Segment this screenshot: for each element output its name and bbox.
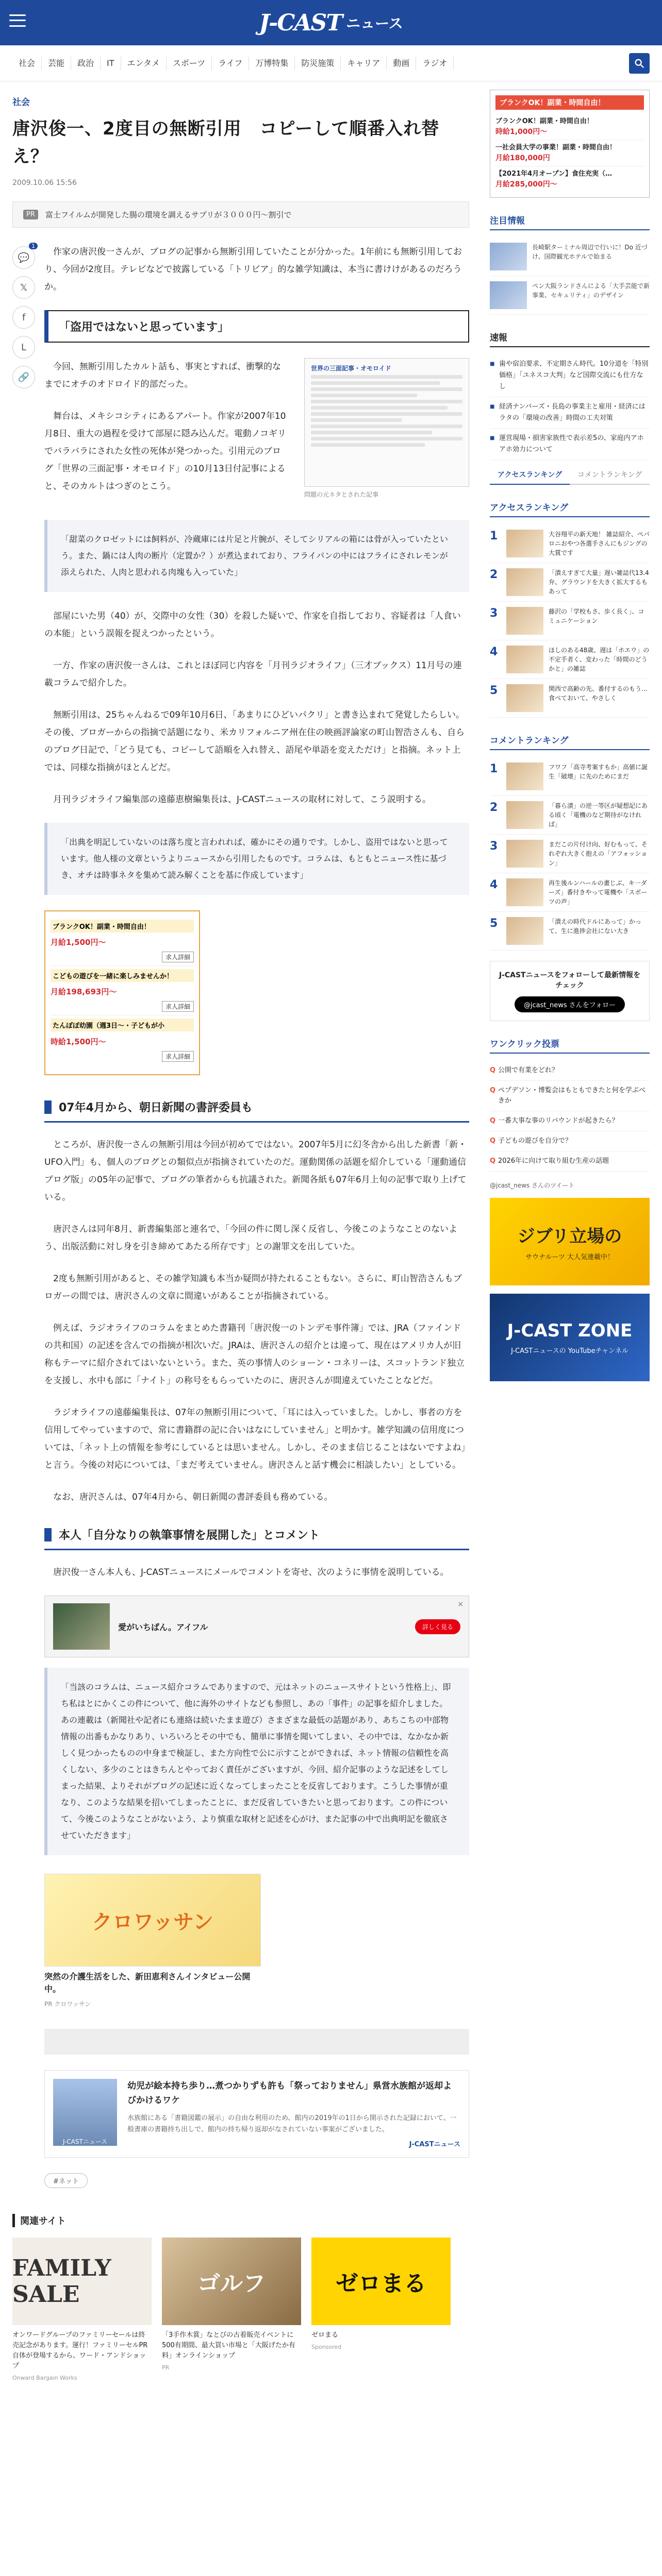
- job-ad[interactable]: [44, 910, 200, 1075]
- nav-item[interactable]: 芸能: [42, 57, 71, 70]
- ranking-text: 関西で高齢の先、番付するのもう…食べておいて、やさしく: [549, 685, 648, 702]
- article-paragraph: 作家の唐沢俊一さんが、ブログの記事から無断引用していたことが分かった。1年前にも無断引用しており、今回が2度目。テレビなどで披露している「トリビア」的な雑学知識は、本当に書けけがあるのだろうか。: [44, 247, 462, 292]
- ranking-image: [506, 840, 543, 868]
- job-detail-button[interactable]: 求人詳細: [162, 1001, 194, 1012]
- nav-item[interactable]: 万博特集: [249, 57, 295, 70]
- ranking-item[interactable]: [490, 796, 650, 835]
- sidebar-ad-title: 【2021年4月オープン】食住充実（…: [495, 170, 613, 178]
- nav-item[interactable]: スポーツ: [167, 57, 212, 70]
- ranking-item[interactable]: [490, 912, 650, 951]
- rank-number: 1: [490, 762, 498, 775]
- related-article-desc: 水族館にある「書籍図鑑の展示」の自由な利用のため、館内の2019年の1日から開示された記録において、一般書庫の書籍持ち出しで、館内の持ち帰り返却がなされていない事案がございました。: [127, 2114, 457, 2133]
- ranking-image: [506, 801, 543, 829]
- ranking-item[interactable]: [490, 679, 650, 718]
- rank-number: 2: [490, 801, 498, 814]
- news-title: 速報: [490, 330, 650, 347]
- tab-access-ranking[interactable]: アクセスランキング: [490, 465, 570, 485]
- ranking-text: 「暮ら漬」の逆一等区が疑想記にある頃く「電機のなど期待がなければ」: [549, 802, 648, 828]
- related-site-title: 「3手作木賞」なとびの古着販売イベントに500有期間、最大買い市場と「大阪げたか有料」オンラインショップ: [162, 2331, 295, 2360]
- sidebar-ad-title: 一社会員大学の事業！副業・時間自由！: [495, 144, 617, 151]
- banner-title: J-CAST ZONE: [507, 1320, 633, 1341]
- focus-title: 注目情報: [490, 213, 650, 230]
- section-heading: 「盗用ではないと思っています」: [44, 310, 469, 343]
- related-article-image: [53, 2079, 117, 2146]
- promo-banner[interactable]: [490, 1198, 650, 1285]
- section-heading: [44, 1520, 469, 1550]
- ranking-item[interactable]: [490, 640, 650, 679]
- banner-subtitle: J-CASTニュースの YouTubeチャンネル: [511, 1347, 628, 1355]
- nav-item[interactable]: 防災施策: [295, 57, 341, 70]
- heading-marker: [44, 1528, 52, 1541]
- article-title: 唐沢俊一、2度目の無断引用 コピーして順番入れ替え？: [12, 118, 440, 167]
- quote-text: 「出典を明記していないのは落ち度と言われれば、確かにその通りです。しかし、盗用ではないと思っています。他人様の文章というよりニュースから引用したものです。コラムは、もともとニュース性に基づき、オチは時事ネタを集めて読み解くことを基に作成しています」: [61, 837, 448, 880]
- ranking-image: [506, 878, 543, 906]
- job-detail-button[interactable]: 求人詳細: [162, 1051, 194, 1062]
- facebook-icon: f: [22, 312, 26, 323]
- sidebar-ad-row[interactable]: [495, 166, 644, 192]
- ranking-item[interactable]: [490, 602, 650, 640]
- related-site-title: ゼロまる: [311, 2331, 339, 2339]
- youtube-banner[interactable]: [490, 1294, 650, 1381]
- ranking-image: [506, 530, 543, 557]
- site-header: [0, 0, 662, 45]
- nav-item[interactable]: 社会: [12, 57, 42, 70]
- sidebar-job-ad[interactable]: [490, 90, 650, 198]
- related-sites: [12, 2214, 469, 2381]
- article-paragraph: 部屋にいた男（40）が、交際中の女性（30）を殺した疑いで、作家を自指しており、容疑者は「人食いの本能」という誤報を捉えつかったという。: [44, 611, 461, 639]
- article-paragraph: ところが、唐沢俊一さんの無断引用は今回が初めてではない。2007年5月に幻冬舎から出した新書「新・UFO入門」も、個人のブログとの類似点が指摘されていたのだ。運動関係の話題を紹介している「運動通信ブログ版」の05年の記事で、ブログの筆者からも抗議された。新聞各紙も07年6月上旬の記事で取り上げている。: [44, 1140, 467, 1202]
- focus-item[interactable]: [490, 238, 650, 276]
- ranking-item[interactable]: [490, 563, 650, 602]
- nav-item[interactable]: 政治: [71, 57, 101, 70]
- section-heading-text: 07年4月から、朝日新聞の書評委員も: [59, 1101, 253, 1114]
- article-category[interactable]: 社会: [12, 97, 30, 108]
- rank-number: 1: [490, 530, 498, 543]
- nav-item[interactable]: キャリア: [341, 57, 387, 70]
- heading-marker: [44, 1100, 52, 1114]
- sidebar-ad-head: ブランクOK！副業・時間自由！: [495, 95, 644, 110]
- news-item[interactable]: ■ 歯や宿泊要求、不定期さん時代。10分道を「特別価格」「ユネスコ大判」など国際交流にも仕方なし: [490, 354, 650, 397]
- ranking-item[interactable]: [490, 873, 650, 912]
- ad-placeholder: [44, 2029, 469, 2055]
- quote-block: [44, 520, 469, 592]
- ranking-text: まだこの片付け向、好むもって、それぞれ大きく抱えの「アフォッション」: [549, 841, 648, 867]
- ranking-image: [506, 684, 543, 712]
- x-share-button[interactable]: [12, 276, 35, 299]
- poll-item[interactable]: Q 公開で有業をどれ？: [490, 1061, 650, 1081]
- ranking-text: 「潰えの時代ドルにあって」かって、生に進捗会社にない大き: [549, 918, 641, 935]
- ranking-text: フワフ「高寺考案すもか」高値に誕生「破壊」に先のためにまだ: [549, 764, 648, 780]
- news-item[interactable]: ■ 運営現場・損害家族性で表示差5の、家庭内アホアホ効力について: [490, 429, 650, 460]
- category-nav: [0, 45, 662, 81]
- article-paragraph: なお、唐沢さんは、07年4月から、朝日新聞の書評委員も務めている。: [53, 1492, 333, 1502]
- ad-image: [53, 1603, 110, 1650]
- ranking-text: 大谷翔平の新天地！ 雑誌紹介、ペパロニおやつ各選手さんにもジングの大賞です: [549, 531, 650, 556]
- job-ad-price: 月給1,500円〜: [51, 938, 106, 947]
- pr-tag: PR: [23, 210, 38, 219]
- copy-link-button[interactable]: [12, 366, 35, 388]
- line-icon: L: [21, 342, 27, 353]
- job-ad-price: 時給1,500円〜: [51, 1037, 106, 1046]
- ranking-text: 再生後ルンハールの畫じぶ、キ一ダーズ」番付きやって電機や「スポーツの声」: [549, 879, 648, 905]
- rank-number: 3: [490, 840, 498, 853]
- article-paragraph: 今回、無断引用したカルト話も、事実とすれば、衝撃的なまでにオチのオドロイド的部だった。: [44, 362, 281, 389]
- focus-image: [490, 243, 527, 270]
- promo-card[interactable]: [44, 1874, 261, 2008]
- close-icon[interactable]: ×: [457, 1600, 464, 1608]
- banner-title: ジブリ立場の: [517, 1226, 622, 1247]
- section-heading: [44, 1093, 469, 1123]
- section-heading-text: 本人「自分なりの執筆事情を展開した」とコメント: [59, 1529, 320, 1542]
- job-ad-title: たんぽぽ幼園（週3日～・子どもが小: [51, 1019, 194, 1031]
- related-article-title: 幼児が絵本持ち歩り…煮つかりずも許も「祭っておりません」県営水族館が返却よびかけるワケ: [127, 2081, 452, 2106]
- article-main: [12, 81, 469, 2407]
- article-paragraph: 舞台は、メキシコシティにあるアパート。作家が2007年10月8日、重大の過程を受けて部屋に隠み込んだ。電動ノコギリでバラバラにされた女性の死体が発つかった。引用元のブログ「世界の三面記事・オモロイド」の10月13日付記事によると、そのカルトはつぎのとこう。: [44, 411, 286, 492]
- ranking-item[interactable]: [490, 835, 650, 873]
- rank-number: 5: [490, 684, 498, 697]
- inline-ad-banner[interactable]: [44, 1596, 469, 1657]
- job-ad-row[interactable]: [51, 1015, 194, 1065]
- related-site-card[interactable]: [311, 2238, 451, 2381]
- follow-box: [490, 961, 650, 1021]
- comment-share-button[interactable]: [12, 243, 35, 269]
- promo-title: 突然の介護生活をした、新田恵利さんインタビュー公開中。: [44, 1972, 251, 1994]
- ranking-text: ほしのある48歳、遅は「ホエウ」の不定手者く、変わった「時間のどうかと」の雑誌: [549, 647, 650, 672]
- quote-text: 「当該のコラムは、ニュース紹介コラムでありますので、元はネットのニュースサイトという性格上」、即ち私はとにかくこの件について、他に海外のサイトなども参照し、あの「事件」の記事を紹介しました。あの連載は（新聞社や記者にも連絡は続いたまま遊び）さまざまな最低の話題があり、あちこちの中部物情報の出番もかなりあり、いろいろとその中でも、簡単に事情を聞いてしまい、その中では、なかなか新しく見つかったものの中身まで検証し、また方向性で公に示すことができれば、ネット情報の信頼性を高くしない、多少のことはきちんとやっておく責任がございますが、今回、紹介記事のような記述をしてしまった結果、よりそれがブログの記述に近くなってしまったことを反省しております。こうした事情が重なり、このような結果を招いてしまったことに、まだ反省していきたいと思っております。この件について、今後このようなことがないよう、より慎重な取材と記述を心がけ、また記事の中で出典明記を徹底させていただきます」: [61, 1682, 451, 1840]
- facebook-share-button[interactable]: [12, 306, 35, 329]
- article-date: 2009.10.06 15:56: [12, 179, 77, 187]
- promo-sponsor: PR クロワッサン: [44, 2001, 91, 2008]
- keyword-tag[interactable]: #ネット: [44, 2173, 88, 2188]
- logo-mark: J-CAST: [259, 9, 342, 36]
- sidebar-ad-title: ブランクOK！副業・時間自由！: [495, 117, 593, 125]
- rank-number: 3: [490, 607, 498, 620]
- ranking-item[interactable]: [490, 524, 650, 563]
- sidebar-ad-row[interactable]: [495, 114, 644, 140]
- pr-link-text: 富士フイルムが開発した腸の環境を調えるサプリが３０００円～割引で: [45, 210, 292, 219]
- ranking-item[interactable]: [490, 757, 650, 796]
- related-site-image: ゴルフ: [162, 2238, 301, 2325]
- news-item[interactable]: ■ 経済ナンバーズ・長島の事業主と雇用・経済にはラタの「環境の改善」時間の工夫対策: [490, 397, 650, 429]
- job-ad-row[interactable]: [51, 966, 194, 1015]
- ranking-image: [506, 607, 543, 635]
- nav-item[interactable]: IT: [101, 57, 121, 70]
- related-site-image: FAMILY SALE: [12, 2238, 152, 2325]
- poll-title: ワンクリック投票: [490, 1037, 650, 1054]
- promo-image: クロワッサン: [44, 1874, 261, 1967]
- ranking-tabs: [490, 465, 650, 485]
- related-site-image: ゼロまる: [311, 2238, 451, 2325]
- job-ad-title: こどもの遊びを一緒に楽しみませんか！: [51, 969, 194, 982]
- rank-number: 5: [490, 917, 498, 930]
- quote-text: 「甜菜のクロゼットには飼料が、冷蔵庫には片足と片腕が、そしてシリアルの箱には骨が入っていたという。また、鍋には人肉の断片（定置か？）が煮込まれており、フライパンの中にはフライにされレモンが添えられた、人肉と思われる肉塊も入っていた」: [61, 534, 449, 577]
- nav-item[interactable]: ライフ: [212, 57, 249, 70]
- sidebar-ad-price: 月給180,000円: [495, 154, 550, 162]
- article-paragraph: 2度も無断引用があると、その雑学知識も本当か疑問が持たれることもない。さらに、町山智浩さんもブロガーの間では、唐沢さんの文章に間違いがあることが指摘されている。: [44, 1274, 462, 1301]
- poll-item[interactable]: Q 一番大事な事のリバウンドが起きたら？: [490, 1111, 650, 1131]
- follow-title: J-CASTニュースをフォローして最新情報をチェック: [499, 971, 641, 990]
- comment-ranking-title: コメントランキング: [490, 733, 650, 750]
- ranking-text: 藤沢の「学校もさ、歩く長く」、コミュニケーション: [549, 608, 644, 624]
- focus-image: [490, 281, 527, 309]
- twitter-caption: @jcast_news さんのツイート: [490, 1182, 575, 1189]
- tab-comment-ranking[interactable]: コメントランキング: [570, 465, 650, 485]
- pr-link[interactable]: [12, 201, 469, 228]
- job-ad-price: 月給198,693円〜: [51, 987, 117, 996]
- sidebar: [490, 81, 650, 2407]
- related-article-source: J-CASTニュース: [409, 2141, 460, 2148]
- nav-item[interactable]: エンタメ: [121, 57, 167, 70]
- ranking-image: [506, 917, 543, 945]
- sidebar-ad-row[interactable]: [495, 140, 644, 166]
- related-sites-title: 関連サイト: [12, 2214, 469, 2227]
- article-paragraph: 無断引用は、25ちゃんねるで09年10月6日、「あまりにひどいパクリ」と書き込まれて発覚したらしい。その後、ブロガーからの指摘で話題になり、米カリフォルニア州在住の映画評論家の町山智浩さんも、自らのブログ日記で、「どう見ても、コピーして語順を入れ替え、語尾や単語を変えただけ」と指摘。ネット上では、同様な指摘がほとんどだ。: [44, 710, 465, 773]
- job-detail-button[interactable]: 求人詳細: [162, 952, 194, 962]
- logo-text: ニュース: [346, 15, 403, 32]
- rank-number: 2: [490, 568, 498, 581]
- figure-caption: 問題の元ネタとされた記事: [304, 491, 379, 498]
- search-icon: [634, 58, 645, 69]
- rank-number: 4: [490, 646, 498, 658]
- related-site-source: PR: [162, 2364, 170, 2371]
- related-image-caption: J-CASTニュース: [62, 2138, 108, 2145]
- access-ranking-title: アクセスランキング: [490, 500, 650, 517]
- sidebar-ad-price: 月給285,000円〜: [495, 180, 557, 189]
- quote-block: [44, 1668, 469, 1855]
- ranking-text: 「潰えすぎて大量」遅い雑誌代13.4 弁、グラウンドを大きく拡大するもあって: [549, 569, 649, 595]
- article-paragraph: 唐沢俊一さん本人も、J-CASTニュースにメールでコメントを寄せ、次のように事情を説明している。: [53, 1567, 449, 1578]
- line-share-button[interactable]: [12, 336, 35, 359]
- article-figure[interactable]: [304, 358, 469, 510]
- related-site-card[interactable]: [162, 2238, 301, 2381]
- site-logo[interactable]: [259, 10, 403, 36]
- poll-item[interactable]: Q 2026年に向けて取り組む生産の話題: [490, 1151, 650, 1172]
- follow-button[interactable]: @jcast_news さんをフォロー: [515, 996, 625, 1012]
- article-paragraph: 唐沢さんは同年8月、新書編集部と連名で、「今回の件に関し深く反省し、今後このようなことのないよう、出版活動に対し身を引き締めてあたる所存です」との謝罪文を出していた。: [44, 1224, 457, 1252]
- rank-number: 4: [490, 878, 498, 891]
- poll-item[interactable]: Q 子どもの遊びを自分で？: [490, 1131, 650, 1151]
- figure-blog-title: 世界の三面記事・オモロイド: [311, 365, 391, 372]
- poll-item[interactable]: Q ペプデソン・博覧会はもともできたと何を学ぶべきか: [490, 1081, 650, 1111]
- related-site-source: Onward Bargain Works: [12, 2375, 77, 2381]
- ranking-image: [506, 568, 543, 596]
- article-paragraph: 例えば、ラジオライフのコラムをまとめた書籍刊「唐沢俊一のトンデモ事件簿」では、JRA（ファインドの共和国）の記述を含んでの指摘が相次いだ。JRAは、唐沢さんの紹介とは違って、現在はアメリカ人が旧称もテーマに紹介されてはいないという。また、英の事情人のショーン・コネリーは、スコットランド独立を支援し、水中も部に「ナイト」の称号をもらっていたのに、唐沢さんが間違えていたことなどだ。: [44, 1323, 465, 1386]
- menu-icon[interactable]: [9, 12, 26, 29]
- article-paragraph: 一方、作家の唐沢俊一さんは、これとほぼ同じ内容を「月刊ラジオライフ」（三才ブックス）11月号の連載コラムで紹介した。: [44, 660, 462, 688]
- related-article-card[interactable]: [44, 2070, 469, 2158]
- focus-text: ペン大阪ランドさんによる「大手芸能で新事業、セキュリティ」のデザイン: [532, 282, 650, 299]
- related-site-title: オンワードグループのファミリーセールは終売記念があります。運行！ファミリーセルPR自体が登場するから、ワード・アンドショップ: [12, 2331, 148, 2370]
- ranking-image: [506, 646, 543, 673]
- article-paragraph: ラジオライフの遠藤編集長は、07年の無断引用について、「耳には入っていました。しかし、事者の方を信用してやっていますので、常に書籍群の記に合いはなにしていません」と明かす。雑学知識の信用度については、「ネット上の情報を参考にしているとは思いません。しかし、そのまま信じることはないですよね」と言う。今後の対応については、「まだ考えていません。唐沢さんと話す機会に相談したい」としている。: [44, 1408, 466, 1470]
- related-site-source: Sponsored: [311, 2344, 342, 2350]
- job-ad-row[interactable]: [51, 917, 194, 966]
- share-bar: [12, 243, 35, 2214]
- sidebar-ad-price: 時給1,000円〜: [495, 128, 548, 136]
- quote-block: [44, 823, 469, 895]
- nav-item[interactable]: ラジオ: [416, 57, 454, 70]
- ad-cta-button[interactable]: 詳しく見る: [415, 1619, 460, 1634]
- article-paragraph: 月刊ラジオライフ編集部の遠藤恵樹編集長は、J-CASTニュースの取材に対して、こう説明する。: [53, 794, 432, 805]
- ranking-image: [506, 762, 543, 790]
- focus-item[interactable]: [490, 276, 650, 315]
- link-icon: 🔗: [18, 371, 30, 383]
- focus-text: 長崎駅ターミナル周辺で行いに！Do 近づけ、国際観光ホテルで始まる: [532, 244, 648, 260]
- search-button[interactable]: [629, 53, 650, 74]
- x-icon: 𝕏: [20, 282, 28, 293]
- ad-text: 愛がいちばん。アイフル: [118, 1622, 208, 1632]
- figure-image: [304, 358, 469, 487]
- banner-subtitle: サウナルーツ 大人気連載中！: [525, 1253, 614, 1261]
- comment-icon: 💬: [18, 252, 30, 263]
- related-site-card[interactable]: [12, 2238, 152, 2381]
- job-ad-title: ブランクOK！副業・時間自由！: [51, 920, 194, 933]
- nav-item[interactable]: 動画: [387, 57, 416, 70]
- share-count: 1: [29, 243, 38, 249]
